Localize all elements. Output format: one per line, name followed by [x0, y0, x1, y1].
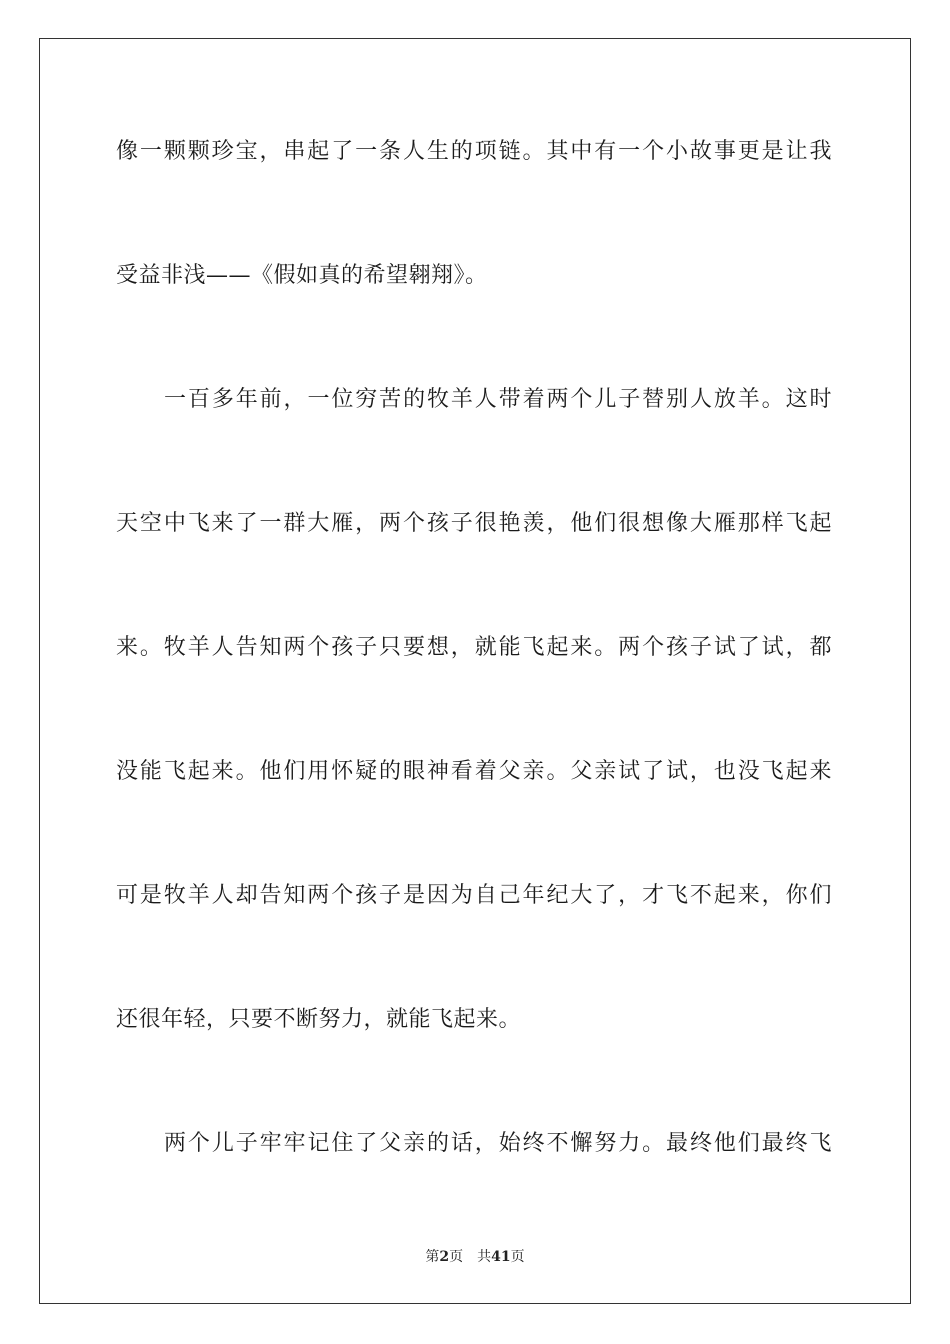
body-line-6: 没能飞起来。他们用怀疑的眼神看着父亲。父亲试了试，也没飞起来: [116, 759, 832, 784]
body-line-7: 可是牧羊人却告知两个孩子是因为自己年纪大了，才飞不起来，你们: [116, 883, 832, 908]
page-prefix: 第: [425, 1249, 440, 1265]
total-pages: 41: [491, 1249, 511, 1265]
total-prefix: 共: [477, 1249, 492, 1265]
body-line-8: 还很年轻，只要不断努力，就能飞起来。: [116, 1007, 522, 1032]
page-border: [39, 38, 911, 1304]
body-line-3: 一百多年前，一位穷苦的牧羊人带着两个儿子替别人放羊。这时: [164, 387, 832, 412]
body-line-2: 受益非浅——《假如真的希望翱翔》。: [116, 263, 488, 288]
body-line-4: 天空中飞来了一群大雁，两个孩子很艳羡，他们很想像大雁那样飞起: [116, 511, 832, 536]
body-line-1: 像一颗颗珍宝，串起了一条人生的项链。其中有一个小故事更是让我: [116, 139, 832, 164]
page-number: 2: [439, 1249, 450, 1265]
body-line-9: 两个儿子牢牢记住了父亲的话，始终不懈努力。最终他们最终飞: [164, 1131, 832, 1156]
page-suffix: 页: [449, 1249, 464, 1265]
page-footer: [0, 1247, 950, 1267]
body-line-5: 来。牧羊人告知两个孩子只要想，就能飞起来。两个孩子试了试，都: [116, 635, 832, 660]
total-suffix: 页: [510, 1249, 525, 1265]
